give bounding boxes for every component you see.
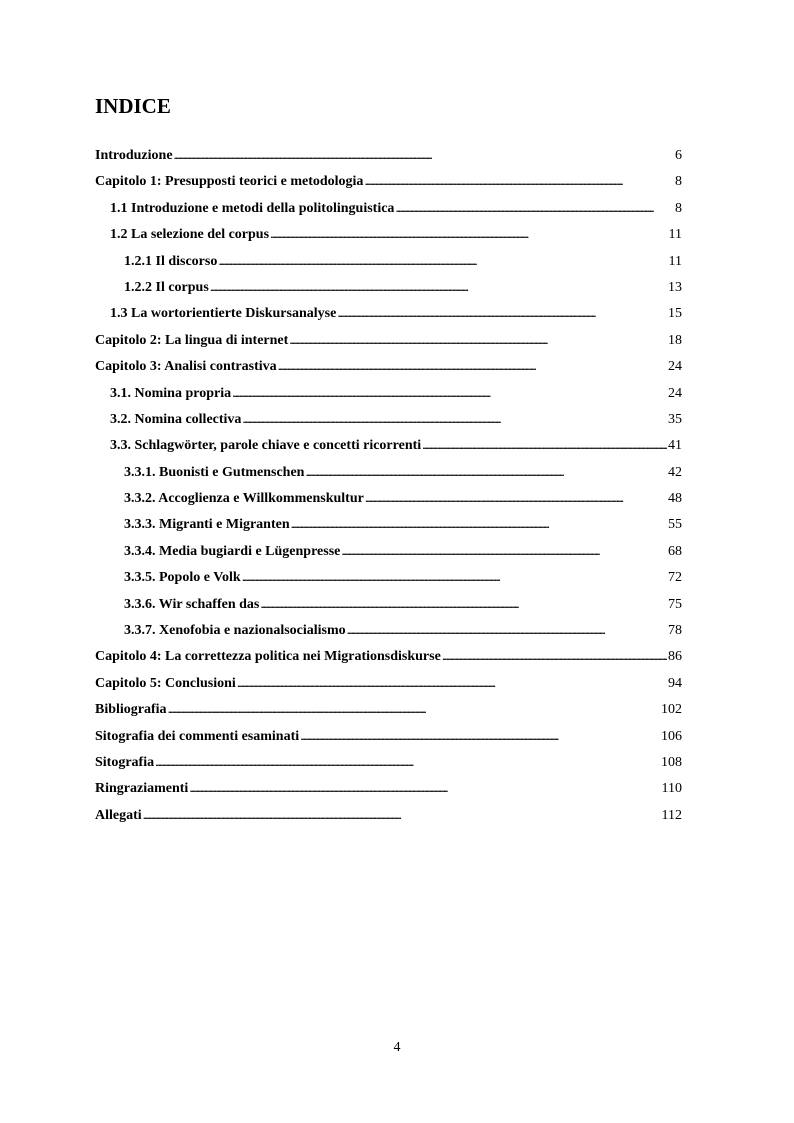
toc-entry-page: 15 xyxy=(668,306,682,322)
toc-entry[interactable] xyxy=(95,648,682,674)
toc-leader-dots xyxy=(365,490,667,507)
toc-entry-page: 6 xyxy=(675,148,682,163)
toc-entry[interactable] xyxy=(95,516,682,542)
toc-entry[interactable] xyxy=(95,780,682,806)
toc-entry-page: 42 xyxy=(668,464,682,480)
toc-entry-label: Sitografia xyxy=(95,754,155,770)
toc-entry-page: 41 xyxy=(668,438,682,454)
toc-entry-page: 8 xyxy=(675,200,682,216)
toc-entry[interactable] xyxy=(95,728,682,754)
toc-leader-dots xyxy=(189,780,660,797)
toc-entry-label: Introduzione xyxy=(95,148,173,163)
toc-entry-page: 86 xyxy=(668,649,682,665)
toc-leader-dots xyxy=(278,358,667,375)
toc-entry-label: Allegati xyxy=(95,807,142,823)
toc-entry[interactable] xyxy=(95,701,682,727)
toc-entry-page: 35 xyxy=(668,411,682,427)
toc-entry-page: 24 xyxy=(668,385,682,401)
toc-entry-page: 75 xyxy=(668,596,682,612)
toc-entry[interactable] xyxy=(95,411,682,437)
toc-entry-page: 55 xyxy=(668,517,682,533)
toc-entry-page: 106 xyxy=(661,728,682,744)
toc-entry-label: 1.2.1 Il discorso xyxy=(124,253,218,269)
toc-leader-dots xyxy=(168,701,660,718)
toc-entry-label: Capitolo 3: Analisi contrastiva xyxy=(95,359,277,375)
toc-entry-page: 18 xyxy=(668,332,682,348)
toc-entry-label: 3.3.2. Accoglienza e Willkommenskultur xyxy=(124,491,364,507)
toc-leader-dots xyxy=(300,728,660,745)
toc-entry[interactable] xyxy=(95,385,682,411)
toc-entry-label: Sitografia dei commenti esaminati xyxy=(95,728,300,744)
toc-entry-label: Capitolo 5: Conclusioni xyxy=(95,675,236,691)
toc-entry[interactable] xyxy=(95,305,682,331)
toc-entry-label: 3.3.1. Buonisti e Gutmenschen xyxy=(124,464,305,480)
toc-leader-dots xyxy=(242,569,667,586)
toc-entry[interactable] xyxy=(95,332,682,358)
toc-entry[interactable] xyxy=(95,490,682,516)
toc-leader-dots xyxy=(347,622,667,639)
toc-entry[interactable] xyxy=(95,754,682,780)
toc-leader-dots xyxy=(155,754,660,771)
toc-entry[interactable] xyxy=(95,253,682,279)
toc-entry-page: 102 xyxy=(661,702,682,718)
table-of-contents xyxy=(95,147,682,833)
toc-entry[interactable] xyxy=(95,675,682,701)
toc-entry-label: 3.3.6. Wir schaffen das xyxy=(124,596,260,612)
toc-entry-page: 112 xyxy=(661,807,682,823)
toc-entry[interactable] xyxy=(95,569,682,595)
toc-entry[interactable] xyxy=(95,226,682,252)
toc-entry-label: 3.1. Nomina propria xyxy=(110,385,232,401)
toc-entry-label: 3.3. Schlagwörter, parole chiave e concetti ricorrenti xyxy=(110,438,422,454)
toc-entry[interactable] xyxy=(95,543,682,569)
toc-leader-dots xyxy=(395,200,674,217)
toc-entry[interactable] xyxy=(95,200,682,226)
toc-entry-label: Ringraziamenti xyxy=(95,781,189,797)
toc-leader-dots xyxy=(270,226,667,243)
toc-entry-page: 48 xyxy=(668,491,682,507)
toc-entry-label: 3.3.5. Popolo e Volk xyxy=(124,570,241,586)
toc-entry[interactable] xyxy=(95,596,682,622)
toc-entry-page: 108 xyxy=(661,754,682,770)
toc-leader-dots xyxy=(237,675,667,692)
toc-entry-page: 11 xyxy=(668,253,682,269)
toc-leader-dots xyxy=(210,279,667,296)
toc-leader-dots xyxy=(143,807,661,824)
toc-entry[interactable] xyxy=(95,358,682,384)
toc-leader-dots xyxy=(337,305,667,322)
toc-entry-page: 94 xyxy=(668,675,682,691)
toc-entry-page: 8 xyxy=(675,174,682,190)
toc-entry-page: 11 xyxy=(668,227,682,243)
toc-leader-dots xyxy=(364,173,674,190)
toc-title: INDICE xyxy=(95,94,171,118)
toc-entry-label: Capitolo 4: La correttezza politica nei Migrationsdiskurse xyxy=(95,649,441,665)
toc-entry-label: Capitolo 1: Presupposti teorici e metodologia xyxy=(95,174,364,190)
toc-entry-page: 24 xyxy=(668,359,682,375)
toc-entry-page: 68 xyxy=(668,543,682,559)
toc-entry-label: Bibliografia xyxy=(95,702,167,718)
toc-entry-label: 3.3.4. Media bugiardi e Lügenpresse xyxy=(124,543,341,559)
toc-leader-dots xyxy=(218,253,667,270)
toc-entry[interactable] xyxy=(95,437,682,463)
toc-leader-dots xyxy=(341,543,667,560)
toc-leader-dots xyxy=(174,147,674,164)
toc-entry-label: Capitolo 2: La lingua di internet xyxy=(95,332,289,348)
toc-entry-label: 1.2.2 Il corpus xyxy=(124,279,209,295)
toc-leader-dots xyxy=(305,464,667,481)
toc-leader-dots xyxy=(289,332,667,349)
toc-entry-label: 1.1 Introduzione e metodi della politolinguistica xyxy=(110,200,395,216)
toc-leader-dots xyxy=(291,516,667,533)
toc-entry[interactable] xyxy=(95,279,682,305)
toc-entry[interactable] xyxy=(95,622,682,648)
toc-entry-label: 1.3 La wortorientierte Diskursanalyse xyxy=(110,306,337,322)
toc-entry-page: 110 xyxy=(661,781,682,797)
toc-leader-dots xyxy=(260,596,667,613)
toc-entry[interactable] xyxy=(95,173,682,199)
toc-leader-dots xyxy=(242,411,667,428)
toc-entry[interactable] xyxy=(95,464,682,490)
toc-entry-label: 1.2 La selezione del corpus xyxy=(110,227,270,243)
toc-leader-dots xyxy=(442,648,667,665)
toc-entry[interactable] xyxy=(95,147,682,173)
toc-leader-dots xyxy=(232,385,667,402)
page-number: 4 xyxy=(393,1040,401,1055)
toc-entry-page: 72 xyxy=(668,570,682,586)
toc-entry-label: 3.3.7. Xenofobia e nazionalsocialismo xyxy=(124,623,346,639)
toc-entry-page: 13 xyxy=(668,279,682,295)
toc-entry-page: 78 xyxy=(668,623,682,639)
toc-entry-label: 3.3.3. Migranti e Migranten xyxy=(124,517,290,533)
toc-entry[interactable] xyxy=(95,807,682,833)
toc-entry-label: 3.2. Nomina collectiva xyxy=(110,411,242,427)
toc-leader-dots xyxy=(422,437,667,454)
